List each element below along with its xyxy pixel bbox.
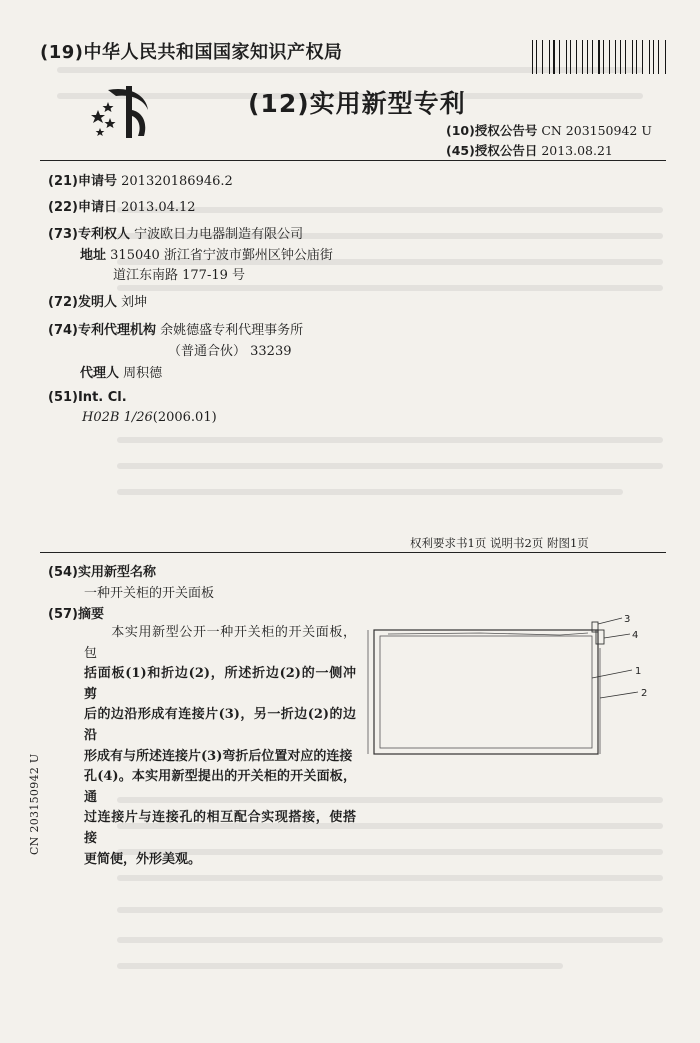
barcode-bar [591, 40, 592, 74]
publication-date-row [446, 141, 613, 159]
barcode-bar [628, 40, 629, 74]
figure-label-1: 1 [635, 666, 642, 677]
application-date-label: (22)申请日 [48, 200, 117, 215]
barcode-bar [658, 40, 659, 74]
application-date-row [48, 196, 196, 215]
abstract-figure [360, 608, 680, 768]
leader-line-2 [600, 692, 638, 698]
agency-row [48, 319, 303, 338]
abstract-section-label [48, 603, 104, 622]
fold-edge [380, 636, 592, 748]
abstract-line: 形成有与所述连接片(3)弯折后位置对应的连接 [84, 748, 353, 764]
page-counts: 权利要求书1页 说明书2页 附图1页 [410, 536, 589, 550]
barcode-bar [549, 40, 550, 74]
ipc-code: H02B 1/26 [82, 410, 153, 425]
figure-label-4: 4 [632, 630, 639, 641]
barcode-image [532, 40, 670, 74]
barcode-bar [636, 40, 637, 74]
publication-date: 2013.08.21 [541, 143, 613, 158]
document-type-title: (12)实用新型专利 [248, 89, 466, 118]
barcode-bar [562, 40, 563, 74]
barcode-bar [625, 40, 626, 74]
patentee-label: (73)专利权人 [48, 227, 130, 242]
inventor-name: 刘坤 [121, 295, 148, 310]
barcode-bar [656, 40, 657, 74]
ipc-label: (51)Int. Cl. [48, 390, 127, 405]
barcode-bar [642, 40, 643, 74]
inventor-row [48, 291, 147, 310]
barcode-bar [603, 40, 604, 74]
agency-line-2: （普通合伙） 33239 [168, 344, 292, 359]
agent-name: 周积德 [123, 366, 163, 381]
section-divider [40, 552, 666, 553]
leader-line-4 [604, 634, 630, 638]
barcode-bar [540, 40, 541, 74]
publication-date-label: (45)授权公告日 [446, 143, 538, 158]
ipc-label-row [48, 390, 127, 405]
title-label: (54)实用新型名称 [48, 565, 156, 580]
abstract-line: 孔(4)。本实用新型提出的开关柜的开关面板，通 [84, 769, 356, 805]
abstract-line: 更简便，外形美观。 [84, 851, 202, 867]
figure-label-3: 3 [624, 614, 631, 625]
address-line-1: 315040 浙江省宁波市鄞州区钟公庙街 [110, 248, 333, 263]
abstract-line: 过连接片与连接孔的相互配合实现搭接，使搭接 [84, 810, 356, 846]
barcode-bar [649, 40, 650, 74]
barcode-bar [617, 40, 618, 74]
barcode-bar [598, 40, 599, 74]
agent-label: 代理人 [80, 366, 120, 381]
top-flange [388, 633, 588, 635]
abstract-line: 本实用新型公开一种开关柜的开关面板，包 [84, 625, 356, 661]
abstract-label: (57)摘要 [48, 607, 104, 622]
leader-line-3 [598, 618, 622, 624]
patent-office-name: (19)中华人民共和国国家知识产权局 [40, 42, 343, 63]
ipc-classification [82, 410, 217, 425]
barcode-bar [570, 40, 571, 74]
cnipa-logo-icon [88, 80, 152, 144]
title-section-label [48, 561, 156, 580]
application-number-row [48, 170, 233, 189]
barcode-bar [553, 40, 554, 74]
abstract-text [84, 623, 356, 870]
figure-label-2: 2 [641, 688, 648, 699]
publication-number-row [446, 121, 652, 139]
publication-number: CN 203150942 U [541, 123, 652, 138]
application-date: 2013.04.12 [121, 200, 196, 215]
publication-number-label: (10)授权公告号 [446, 123, 538, 138]
header-divider [40, 160, 666, 161]
address-row [80, 244, 333, 263]
agency-name: 余姚德盛专利代理事务所 [160, 323, 304, 338]
abstract-line: 括面板(1)和折边(2)，所述折边(2)的一侧冲剪 [84, 666, 356, 702]
agent-row [80, 362, 162, 381]
inventor-label: (72)发明人 [48, 295, 117, 310]
utility-model-title: 一种开关柜的开关面板 [84, 586, 215, 601]
margin-publication-number: CN 203150942 U [28, 753, 41, 855]
barcode-bar [545, 40, 546, 74]
panel-outline [374, 630, 598, 754]
ipc-year: (2006.01) [152, 410, 217, 425]
patentee-row [48, 223, 303, 242]
barcode-bar [666, 40, 667, 74]
barcode-bar [582, 40, 583, 74]
patentee-name: 宁波欧日力电器制造有限公司 [134, 227, 304, 242]
barcode-bar [611, 40, 612, 74]
abstract-line: 后的边沿形成有连接片(3)，另一折边(2)的边沿 [84, 707, 356, 743]
application-number: 201320186946.2 [121, 174, 233, 189]
barcode-bar [532, 40, 533, 74]
application-number-label: (21)申请号 [48, 174, 117, 189]
address-line-2: 道江东南路 177-19 号 [113, 268, 246, 283]
barcode-bar [587, 40, 588, 74]
agency-label: (74)专利代理机构 [48, 323, 156, 338]
address-label: 地址 [80, 248, 107, 263]
barcode-bar [574, 40, 575, 74]
